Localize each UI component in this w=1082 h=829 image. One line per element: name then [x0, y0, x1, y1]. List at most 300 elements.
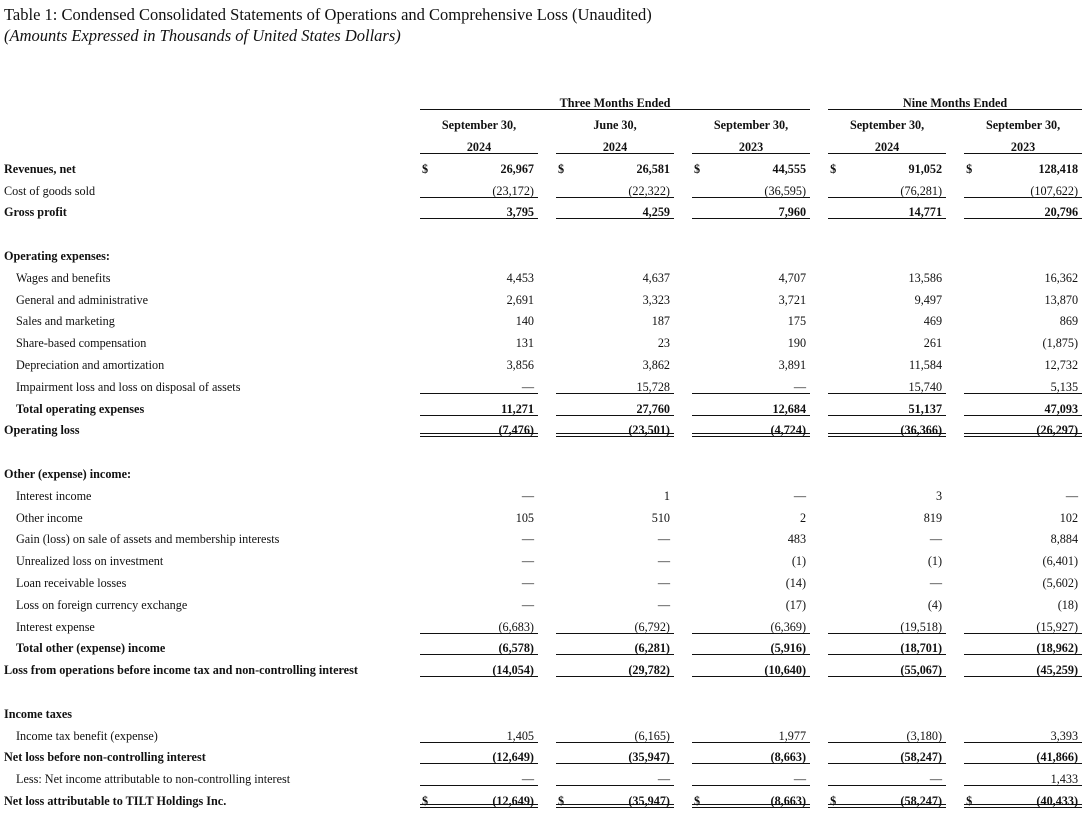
header-col3-month: September 30,: [713, 118, 789, 132]
table-row: [0, 525, 1082, 547]
table-row: [0, 350, 1082, 372]
row-label: Operating expenses:: [4, 248, 110, 263]
cell-value: —: [521, 379, 534, 394]
cell-value: 4,637: [642, 270, 670, 285]
cell-value: (6,578): [498, 641, 534, 656]
row-value-col4: [828, 350, 946, 372]
cell-value: 16,362: [1044, 270, 1079, 285]
cell-value: 3,393: [1050, 728, 1079, 743]
row-value-col2: [556, 198, 674, 220]
row-label: Impairment loss and loss on disposal of assets: [16, 379, 241, 394]
row-value-col1: [420, 743, 538, 765]
row-value-col5: [964, 612, 1082, 634]
cell-value: 128,418: [1038, 161, 1079, 176]
table-row: [0, 154, 1082, 176]
row-value-col4: [828, 590, 946, 612]
cell-value: (15,927): [1036, 619, 1079, 634]
statement-table: [0, 88, 1082, 808]
cell-value: (17): [785, 597, 807, 612]
currency-symbol: $: [558, 793, 565, 808]
cell-value: (55,067): [900, 663, 943, 678]
row-value-col2: [556, 525, 674, 547]
cell-value: 190: [787, 336, 807, 351]
row-value-col3: [692, 263, 810, 285]
cell-value: 26,581: [636, 161, 670, 176]
row-value-col1: [420, 786, 538, 808]
row-value-col4: [828, 198, 946, 220]
table-row: [0, 655, 1082, 677]
cell-value: (6,792): [634, 619, 670, 634]
row-value-col1: [420, 328, 538, 350]
cell-value: (45,259): [1036, 663, 1079, 678]
cell-value: 3,891: [778, 357, 807, 372]
table-row: [0, 307, 1082, 329]
row-value-col1: [420, 372, 538, 394]
cell-value: 510: [651, 510, 670, 525]
cell-value: (1): [791, 554, 807, 569]
cell-value: (12,649): [492, 750, 534, 765]
row-label: Loss on foreign currency exchange: [16, 597, 188, 612]
row-value-col2: [556, 786, 674, 808]
cell-value: 3,323: [642, 292, 670, 307]
header-month-row: [0, 110, 1082, 132]
table-row: [0, 416, 1082, 438]
header-col3-year: 2023: [692, 132, 810, 154]
header-group-row: [0, 88, 1082, 110]
row-value-col2: [556, 590, 674, 612]
cell-value: 1,977: [778, 728, 807, 743]
cell-value: —: [521, 554, 534, 569]
row-value-col5: [964, 525, 1082, 547]
row-label: General and administrative: [16, 292, 148, 307]
cell-value: 15,728: [636, 379, 670, 394]
cell-value: (23,501): [628, 423, 670, 438]
cell-value: (18,962): [1036, 641, 1079, 656]
row-value-col2: [556, 416, 674, 438]
cell-value: (35,947): [628, 750, 670, 765]
row-value-col5: [964, 721, 1082, 743]
cell-value: 819: [923, 510, 943, 525]
row-value-col3: [692, 525, 810, 547]
row-value-col2: [556, 568, 674, 590]
header-nine-months: Nine Months Ended: [828, 88, 1082, 110]
row-label: Less: Net income attributable to non-controlling interest: [16, 772, 291, 787]
row-value-col4: [828, 568, 946, 590]
row-label: Cost of goods sold: [4, 183, 96, 198]
row-value-col5: [964, 634, 1082, 656]
header-col1-year: 2024: [420, 132, 538, 154]
cell-value: (3,180): [906, 728, 943, 743]
row-value-col4: [828, 634, 946, 656]
cell-value: (4): [927, 597, 943, 612]
row-value-col4: [828, 546, 946, 568]
cell-value: —: [657, 532, 670, 547]
cell-value: (58,247): [900, 793, 943, 808]
cell-value: —: [521, 772, 534, 787]
cell-value: (29,782): [628, 663, 670, 678]
row-value-col2: [556, 307, 674, 329]
row-value-col1: [420, 350, 538, 372]
cell-value: (6,401): [1042, 554, 1079, 569]
row-value-col1: [420, 154, 538, 176]
currency-symbol: $: [830, 161, 837, 176]
row-label: Loss from operations before income tax and non-controlling interest: [4, 663, 358, 678]
currency-symbol: $: [422, 161, 429, 176]
table-row: [0, 503, 1082, 525]
cell-value: 44,555: [772, 161, 807, 176]
row-label: Other (expense) income:: [4, 466, 132, 481]
cell-value: —: [929, 532, 943, 547]
row-value-col5: [964, 546, 1082, 568]
cell-value: (35,947): [628, 793, 670, 808]
row-value-col2: [556, 764, 674, 786]
cell-value: —: [521, 575, 534, 590]
row-value-col4: [828, 525, 946, 547]
cell-value: 11,271: [501, 401, 534, 416]
header-col5-year: 2023: [964, 132, 1082, 154]
table-row: [0, 721, 1082, 743]
row-value-col3: [692, 328, 810, 350]
row-value-col1: [420, 764, 538, 786]
table-row: [0, 764, 1082, 786]
row-value-col5: [964, 372, 1082, 394]
spacer-row: [0, 219, 1082, 241]
cell-value: 469: [923, 314, 943, 329]
row-value-col4: [828, 743, 946, 765]
cell-value: (26,297): [1036, 423, 1079, 438]
cell-value: —: [657, 554, 670, 569]
cell-value: (5,916): [770, 641, 807, 656]
row-value-col1: [420, 503, 538, 525]
row-label: Wages and benefits: [16, 270, 111, 285]
table-row: [0, 176, 1082, 198]
currency-symbol: $: [558, 161, 565, 176]
cell-value: (19,518): [900, 619, 943, 634]
cell-value: (58,247): [900, 750, 943, 765]
spacer-row: [0, 437, 1082, 459]
header-col4-year: 2024: [828, 132, 946, 154]
cell-value: 3,862: [642, 357, 670, 372]
cell-value: (6,281): [634, 641, 670, 656]
row-value-col4: [828, 307, 946, 329]
header-col4-month: September 30,: [849, 118, 925, 132]
table-row: [0, 263, 1082, 285]
row-value-col4: [828, 764, 946, 786]
cell-value: (40,433): [1036, 793, 1079, 808]
table-row: [0, 634, 1082, 656]
cell-value: 483: [787, 532, 807, 547]
cell-value: 187: [651, 314, 670, 329]
row-value-col4: [828, 481, 946, 503]
cell-value: (7,476): [498, 423, 534, 438]
row-value-col1: [420, 307, 538, 329]
row-value-col3: [692, 503, 810, 525]
row-value-col1: [420, 721, 538, 743]
row-value-col3: [692, 198, 810, 220]
row-value-col2: [556, 285, 674, 307]
row-value-col4: [828, 372, 946, 394]
row-value-col5: [964, 590, 1082, 612]
table-caption: [4, 4, 984, 46]
cell-value: 4,453: [506, 270, 534, 285]
table-row: [0, 328, 1082, 350]
currency-symbol: $: [694, 793, 701, 808]
row-label: Loan receivable losses: [16, 575, 127, 590]
row-value-col2: [556, 721, 674, 743]
table-row: [0, 394, 1082, 416]
row-value-col3: [692, 786, 810, 808]
table-subtitle: (Amounts Expressed in Thousands of United States Dollars): [4, 26, 401, 45]
row-value-col2: [556, 176, 674, 198]
cell-value: —: [521, 597, 534, 612]
cell-value: 4,707: [778, 270, 807, 285]
cell-value: (14): [785, 575, 807, 590]
cell-value: (1): [927, 554, 943, 569]
row-value-col2: [556, 503, 674, 525]
cell-value: —: [1065, 488, 1079, 503]
row-value-col2: [556, 372, 674, 394]
row-value-col5: [964, 568, 1082, 590]
cell-value: 1,405: [506, 728, 534, 743]
cell-value: 12,684: [772, 401, 807, 416]
header-col1-month: September 30,: [441, 118, 517, 132]
row-value-col3: [692, 655, 810, 677]
table-title: Table 1: Condensed Consolidated Statements of Operations and Comprehensive Loss (Unaudited): [4, 5, 652, 24]
row-value-col4: [828, 655, 946, 677]
cell-value: —: [793, 379, 807, 394]
cell-value: 1: [663, 488, 670, 503]
cell-value: (22,322): [628, 183, 670, 198]
row-label: Gain (loss) on sale of assets and membership interests: [16, 532, 280, 547]
row-label: Interest income: [16, 488, 92, 503]
row-value-col2: [556, 154, 674, 176]
row-value-col3: [692, 307, 810, 329]
row-value-col3: [692, 481, 810, 503]
cell-value: 869: [1059, 314, 1079, 329]
cell-value: (12,649): [492, 793, 534, 808]
cell-value: 175: [787, 314, 807, 329]
cell-value: 1,433: [1050, 772, 1079, 787]
row-label: Revenues, net: [4, 161, 76, 176]
row-value-col5: [964, 481, 1082, 503]
cell-value: (5,602): [1042, 575, 1079, 590]
row-value-col5: [964, 743, 1082, 765]
section-heading-row: [0, 459, 1082, 481]
row-label: Share-based compensation: [16, 336, 147, 351]
row-value-col2: [556, 350, 674, 372]
row-value-col3: [692, 743, 810, 765]
cell-value: 4,259: [642, 205, 670, 220]
row-value-col3: [692, 721, 810, 743]
row-value-col1: [420, 198, 538, 220]
row-label: Total other (expense) income: [16, 641, 166, 656]
cell-value: 26,967: [500, 161, 534, 176]
cell-value: (18): [1057, 597, 1079, 612]
row-value-col3: [692, 590, 810, 612]
cell-value: —: [657, 597, 670, 612]
row-value-col1: [420, 394, 538, 416]
cell-value: (6,369): [770, 619, 807, 634]
currency-symbol: $: [966, 793, 973, 808]
row-value-col5: [964, 154, 1082, 176]
row-value-col1: [420, 263, 538, 285]
row-value-col5: [964, 764, 1082, 786]
row-value-col2: [556, 394, 674, 416]
row-value-col5: [964, 307, 1082, 329]
row-value-col4: [828, 154, 946, 176]
cell-value: 140: [515, 314, 534, 329]
row-value-col4: [828, 328, 946, 350]
cell-value: 3,721: [778, 292, 807, 307]
cell-value: 131: [515, 336, 534, 351]
row-value-col3: [692, 568, 810, 590]
header-three-months: Three Months Ended: [420, 88, 810, 110]
row-label: Operating loss: [4, 423, 80, 438]
cell-value: (36,366): [900, 423, 943, 438]
section-heading-row: [0, 699, 1082, 721]
row-value-col5: [964, 350, 1082, 372]
cell-value: 9,497: [914, 292, 943, 307]
currency-symbol: $: [966, 161, 973, 176]
cell-value: (6,165): [634, 728, 670, 743]
row-value-col1: [420, 176, 538, 198]
table-row: [0, 568, 1082, 590]
row-value-col4: [828, 612, 946, 634]
cell-value: —: [521, 488, 534, 503]
cell-value: 3,856: [506, 357, 534, 372]
row-label: Total operating expenses: [16, 401, 145, 416]
row-value-col2: [556, 263, 674, 285]
row-value-col5: [964, 503, 1082, 525]
header-col5-month: September 30,: [985, 118, 1061, 132]
row-label: Income taxes: [4, 706, 73, 721]
cell-value: 3: [935, 488, 943, 503]
cell-value: (1,875): [1042, 336, 1079, 351]
table-row: [0, 786, 1082, 808]
row-value-col5: [964, 786, 1082, 808]
row-label: Sales and marketing: [16, 314, 115, 329]
table-row: [0, 285, 1082, 307]
row-value-col2: [556, 612, 674, 634]
cell-value: (8,663): [770, 750, 807, 765]
table-row: [0, 743, 1082, 765]
row-label: Unrealized loss on investment: [16, 554, 164, 569]
table-row: [0, 372, 1082, 394]
cell-value: 13,586: [908, 270, 943, 285]
cell-value: 14,771: [908, 205, 943, 220]
cell-value: (76,281): [900, 183, 943, 198]
cell-value: —: [657, 575, 670, 590]
currency-symbol: $: [830, 793, 837, 808]
row-value-col4: [828, 503, 946, 525]
row-value-col1: [420, 285, 538, 307]
row-value-col3: [692, 394, 810, 416]
cell-value: —: [929, 772, 943, 787]
table-row: [0, 612, 1082, 634]
row-value-col1: [420, 655, 538, 677]
cell-value: (6,683): [498, 619, 534, 634]
spacer-row: [0, 677, 1082, 699]
cell-value: (107,622): [1030, 183, 1079, 198]
table-row: [0, 481, 1082, 503]
row-value-col5: [964, 394, 1082, 416]
cell-value: 7,960: [778, 205, 807, 220]
cell-value: 5,135: [1050, 379, 1079, 394]
cell-value: (14,054): [492, 663, 534, 678]
row-label: Net loss attributable to TILT Holdings Inc.: [4, 793, 227, 808]
row-value-col2: [556, 634, 674, 656]
cell-value: 47,093: [1044, 401, 1079, 416]
row-value-col1: [420, 590, 538, 612]
row-value-col3: [692, 154, 810, 176]
row-value-col3: [692, 350, 810, 372]
row-value-col1: [420, 568, 538, 590]
cell-value: 13,870: [1044, 292, 1079, 307]
cell-value: (8,663): [770, 793, 807, 808]
row-value-col4: [828, 416, 946, 438]
row-value-col4: [828, 263, 946, 285]
row-value-col1: [420, 416, 538, 438]
cell-value: 2: [799, 510, 807, 525]
row-value-col3: [692, 612, 810, 634]
row-value-col1: [420, 481, 538, 503]
cell-value: (41,866): [1036, 750, 1079, 765]
cell-value: (36,595): [764, 183, 807, 198]
row-value-col2: [556, 481, 674, 503]
cell-value: 105: [515, 510, 534, 525]
cell-value: 51,137: [908, 401, 943, 416]
row-value-col5: [964, 416, 1082, 438]
row-label: Income tax benefit (expense): [16, 728, 158, 743]
cell-value: 3,795: [506, 205, 534, 220]
cell-value: 27,760: [636, 401, 670, 416]
row-value-col4: [828, 786, 946, 808]
cell-value: —: [793, 488, 807, 503]
row-label: Depreciation and amortization: [16, 357, 165, 372]
cell-value: —: [657, 772, 670, 787]
row-value-col3: [692, 546, 810, 568]
row-value-col1: [420, 525, 538, 547]
row-label: Interest expense: [16, 619, 95, 634]
row-value-col5: [964, 263, 1082, 285]
cell-value: (18,701): [900, 641, 943, 656]
header-year-row: [0, 132, 1082, 154]
cell-value: 261: [923, 336, 943, 351]
row-value-col4: [828, 721, 946, 743]
table-row: [0, 546, 1082, 568]
row-value-col5: [964, 285, 1082, 307]
row-label: Net loss before non-controlling interest: [4, 750, 206, 765]
row-value-col2: [556, 546, 674, 568]
row-value-col3: [692, 372, 810, 394]
table-row: [0, 590, 1082, 612]
cell-value: 11,584: [908, 357, 943, 372]
cell-value: 102: [1059, 510, 1079, 525]
row-value-col1: [420, 634, 538, 656]
cell-value: 91,052: [908, 161, 943, 176]
row-value-col5: [964, 655, 1082, 677]
row-value-col5: [964, 198, 1082, 220]
row-value-col4: [828, 285, 946, 307]
row-value-col2: [556, 655, 674, 677]
row-label: Other income: [16, 510, 83, 525]
row-value-col3: [692, 416, 810, 438]
cell-value: 2,691: [506, 292, 534, 307]
row-value-col4: [828, 176, 946, 198]
row-value-col3: [692, 764, 810, 786]
cell-value: 15,740: [908, 379, 943, 394]
cell-value: (23,172): [492, 183, 534, 198]
